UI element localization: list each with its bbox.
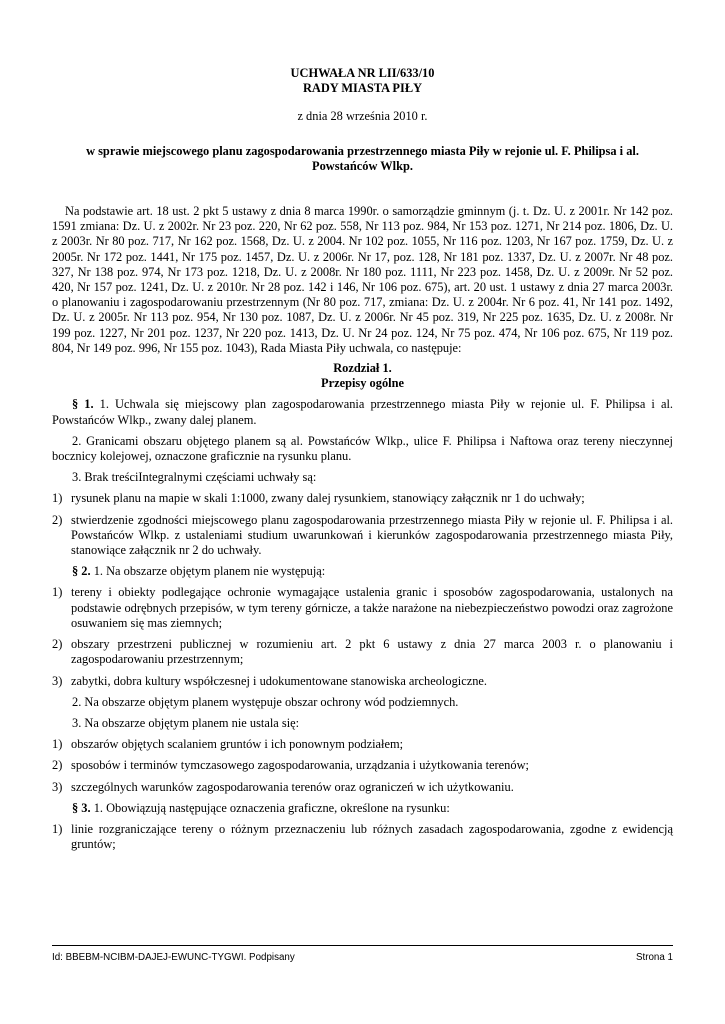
list-item-number: 2) xyxy=(52,758,63,773)
section-2-paragraph-2: 2. Na obszarze objętym planem występuje obszar ochrony wód podziemnych. xyxy=(72,694,459,709)
section-1-paragraph-1 xyxy=(52,397,673,427)
list-item-number: 2) xyxy=(52,512,63,527)
resolution-subject: w sprawie miejscowego planu zagospodarowania przestrzennego miasta Piły w rejonie ul. F. Philipsa i al. Powstańców Wlkp. xyxy=(86,143,639,173)
list-item xyxy=(52,513,673,559)
document-id: Id: BBEBM-NCIBM-DAJEJ-EWUNC-TYGWI. Podpisany xyxy=(52,952,295,963)
section-3-mark: § 3. xyxy=(72,800,91,815)
list-item-number: 1) xyxy=(52,821,63,836)
resolution-title xyxy=(52,66,673,96)
section-1-mark: § 1. xyxy=(72,397,94,412)
list-item xyxy=(52,637,673,667)
title-line-2: RADY MIASTA PIŁY xyxy=(302,81,423,96)
list-item-number: 1) xyxy=(52,737,63,752)
list-item-text: obszary przestrzeni publicznej w rozumieniu art. 2 pkt 6 ustawy z dnia 27 marca 2003 r. o planowaniu i zagospodarowaniu przestrzennym; xyxy=(71,637,673,667)
list-item-text: obszarów objętych scalaniem gruntów i ich ponownym podziałem; xyxy=(71,737,404,752)
list-item-number: 3) xyxy=(52,779,63,794)
list-item xyxy=(52,491,673,506)
list-item-number: 1) xyxy=(52,585,63,600)
section-2-paragraph-1 xyxy=(52,564,673,579)
list-item-text: linie rozgraniczające tereny o różnym przeznaczeniu lub różnych zasadach zagospodarowania, zgodne z ewidencją gruntów; xyxy=(71,821,673,852)
section-2-text-1: 1. Na obszarze objętym planem nie występują: xyxy=(90,564,326,579)
title-line-1: UCHWAŁA NR LII/633/10 xyxy=(290,66,435,80)
list-item-text: rysunek planu na mapie w skali 1:1000, zwany dalej rysunkiem, stanowiący załącznik nr 1 do uchwały; xyxy=(71,491,585,506)
list-item-number: 2) xyxy=(52,637,63,652)
page-footer xyxy=(52,952,673,963)
list-item-text: sposobów i terminów tymczasowego zagospodarowania, urządzania i użytkowania terenów; xyxy=(71,758,529,773)
page-number: Strona 1 xyxy=(635,952,673,963)
chapter-name: Przepisy ogólne xyxy=(321,376,404,391)
section-2-paragraph-3: 3. Na obszarze objętym planem nie ustala się: xyxy=(72,715,300,730)
resolution-date: z dnia 28 września 2010 r. xyxy=(297,109,428,124)
list-item xyxy=(52,674,673,689)
section-3-paragraph-1 xyxy=(52,801,673,816)
chapter-heading xyxy=(52,361,673,391)
document-body xyxy=(52,66,673,852)
chapter-number: Rozdział 1. xyxy=(333,361,392,376)
list-item-text: zabytki, dobra kultury współczesnej i udokumentowane stanowiska archeologiczne. xyxy=(71,673,487,688)
list-item-number: 1) xyxy=(52,491,63,506)
legal-basis-paragraph: Na podstawie art. 18 ust. 2 pkt 5 ustawy z dnia 8 marca 1990r. o samorządzie gminnym (j. t. Dz. U. z 2001r. Nr 142 poz. 1591 zmiana: Dz. U. z 2002r. Nr 23 poz. 220, Nr 62 poz. 558, Nr 113 poz. 984, Nr 153 poz. 1271, Nr 214 poz. 1806, Dz. U. z 2003r. Nr 80 poz. 717, Nr 162 poz. 1568, Dz. U. z 2004. Nr 102 poz. 1055, Nr 116 poz. 1203, Nr 167 poz. 1759, Dz. U. z 2005r. Nr 172 poz. 1441, Nr 175 poz. 1457, Dz. U. z 2006r. Nr 17, poz. 128, Nr 181 poz. 1337, Dz. U. z 2007r. Nr 48 poz. 327, Nr 138 poz. 974, Nr 173 poz. 1218, Dz. U. z 2008r. Nr 180 poz. 1111, Nr 223 poz. 1458, Dz. U. z 2009r. Nr 52 poz. 420, Nr 157 poz. 1241, Dz. U. z 2010r. Nr 28 poz. 142 i 146, Nr 106 poz. 675), art. 20 ust. 1 ustawy z dnia 27 marca 2003r. o planowaniu i zagospodarowaniu przestrzennym (Nr 80 poz. 717, zmiana: Dz. U. z 2004r. Nr 6 poz. 41, Nr 141 poz. 1492, Dz. U. z 2005r. Nr 113 poz. 954, Nr 130 poz. 1087, Dz. U. z 2006r. Nr 45 poz. 319, Nr 225 poz. 1635, Dz. U. z 2008r. Nr 199 poz. 1227, Nr 201 poz. 1237, Nr 220 poz. 1413, Dz. U. Nr 24 poz. 124, Nr 75 poz. 474, Nr 106 poz. 675, Nr 119 poz. 804, Nr 149 poz. 996, Nr 155 poz. 1043), Rada Miasta Piły uchwala, co następuje: xyxy=(52,204,673,355)
section-1-paragraph-3: 3. Brak treściIntegralnymi częściami uchwały są: xyxy=(72,470,317,485)
section-3-text-1: 1. Obowiązują następujące oznaczenia graficzne, określone na rysunku: xyxy=(90,800,450,815)
section-1-paragraph-2: 2. Granicami obszaru objętego planem są al. Powstańców Wlkp., ulice F. Philipsa i Naftowa oraz tereny nieczynnej bocznicy kolejowej, oznaczone graficznie na rysunku planu. xyxy=(52,433,673,464)
list-item xyxy=(52,585,673,631)
section-1-text-1: 1. Uchwala się miejscowy plan zagospodarowania przestrzennego miasta Piły w rejonie ul. F. Philipsa i al. Powstańców Wlkp., zwany dalej planem. xyxy=(52,397,673,427)
list-item xyxy=(52,822,673,852)
list-item-text: tereny i obiekty podlegające ochronie wymagające ustalenia granic i sposobów zagospodarowania, ustalonych na podstawie odrębnych przepisów, w tym tereny górnicze, a także narażone na niebezpieczeństwo powodzi oraz zagrożone osuwaniem się mas ziemnych; xyxy=(71,585,673,630)
list-item-number: 3) xyxy=(52,673,63,688)
footer-divider xyxy=(52,945,673,946)
list-item-text: stwierdzenie zgodności miejscowego planu zagospodarowania przestrzennego miasta Piły w rejonie ul. F. Philipsa i al. Powstańców Wlkp. z ustaleniami studium uwarunkowań i kierunków zagospodarowania przestrzennego miasta Piły, stanowiące załącznik nr 2 do uchwały. xyxy=(71,512,673,558)
list-item xyxy=(52,737,673,752)
section-2-mark: § 2. xyxy=(72,564,91,579)
list-item xyxy=(52,780,673,795)
list-item-text: szczególnych warunków zagospodarowania terenów oraz ograniczeń w ich użytkowaniu. xyxy=(71,779,514,794)
list-item xyxy=(52,758,673,773)
